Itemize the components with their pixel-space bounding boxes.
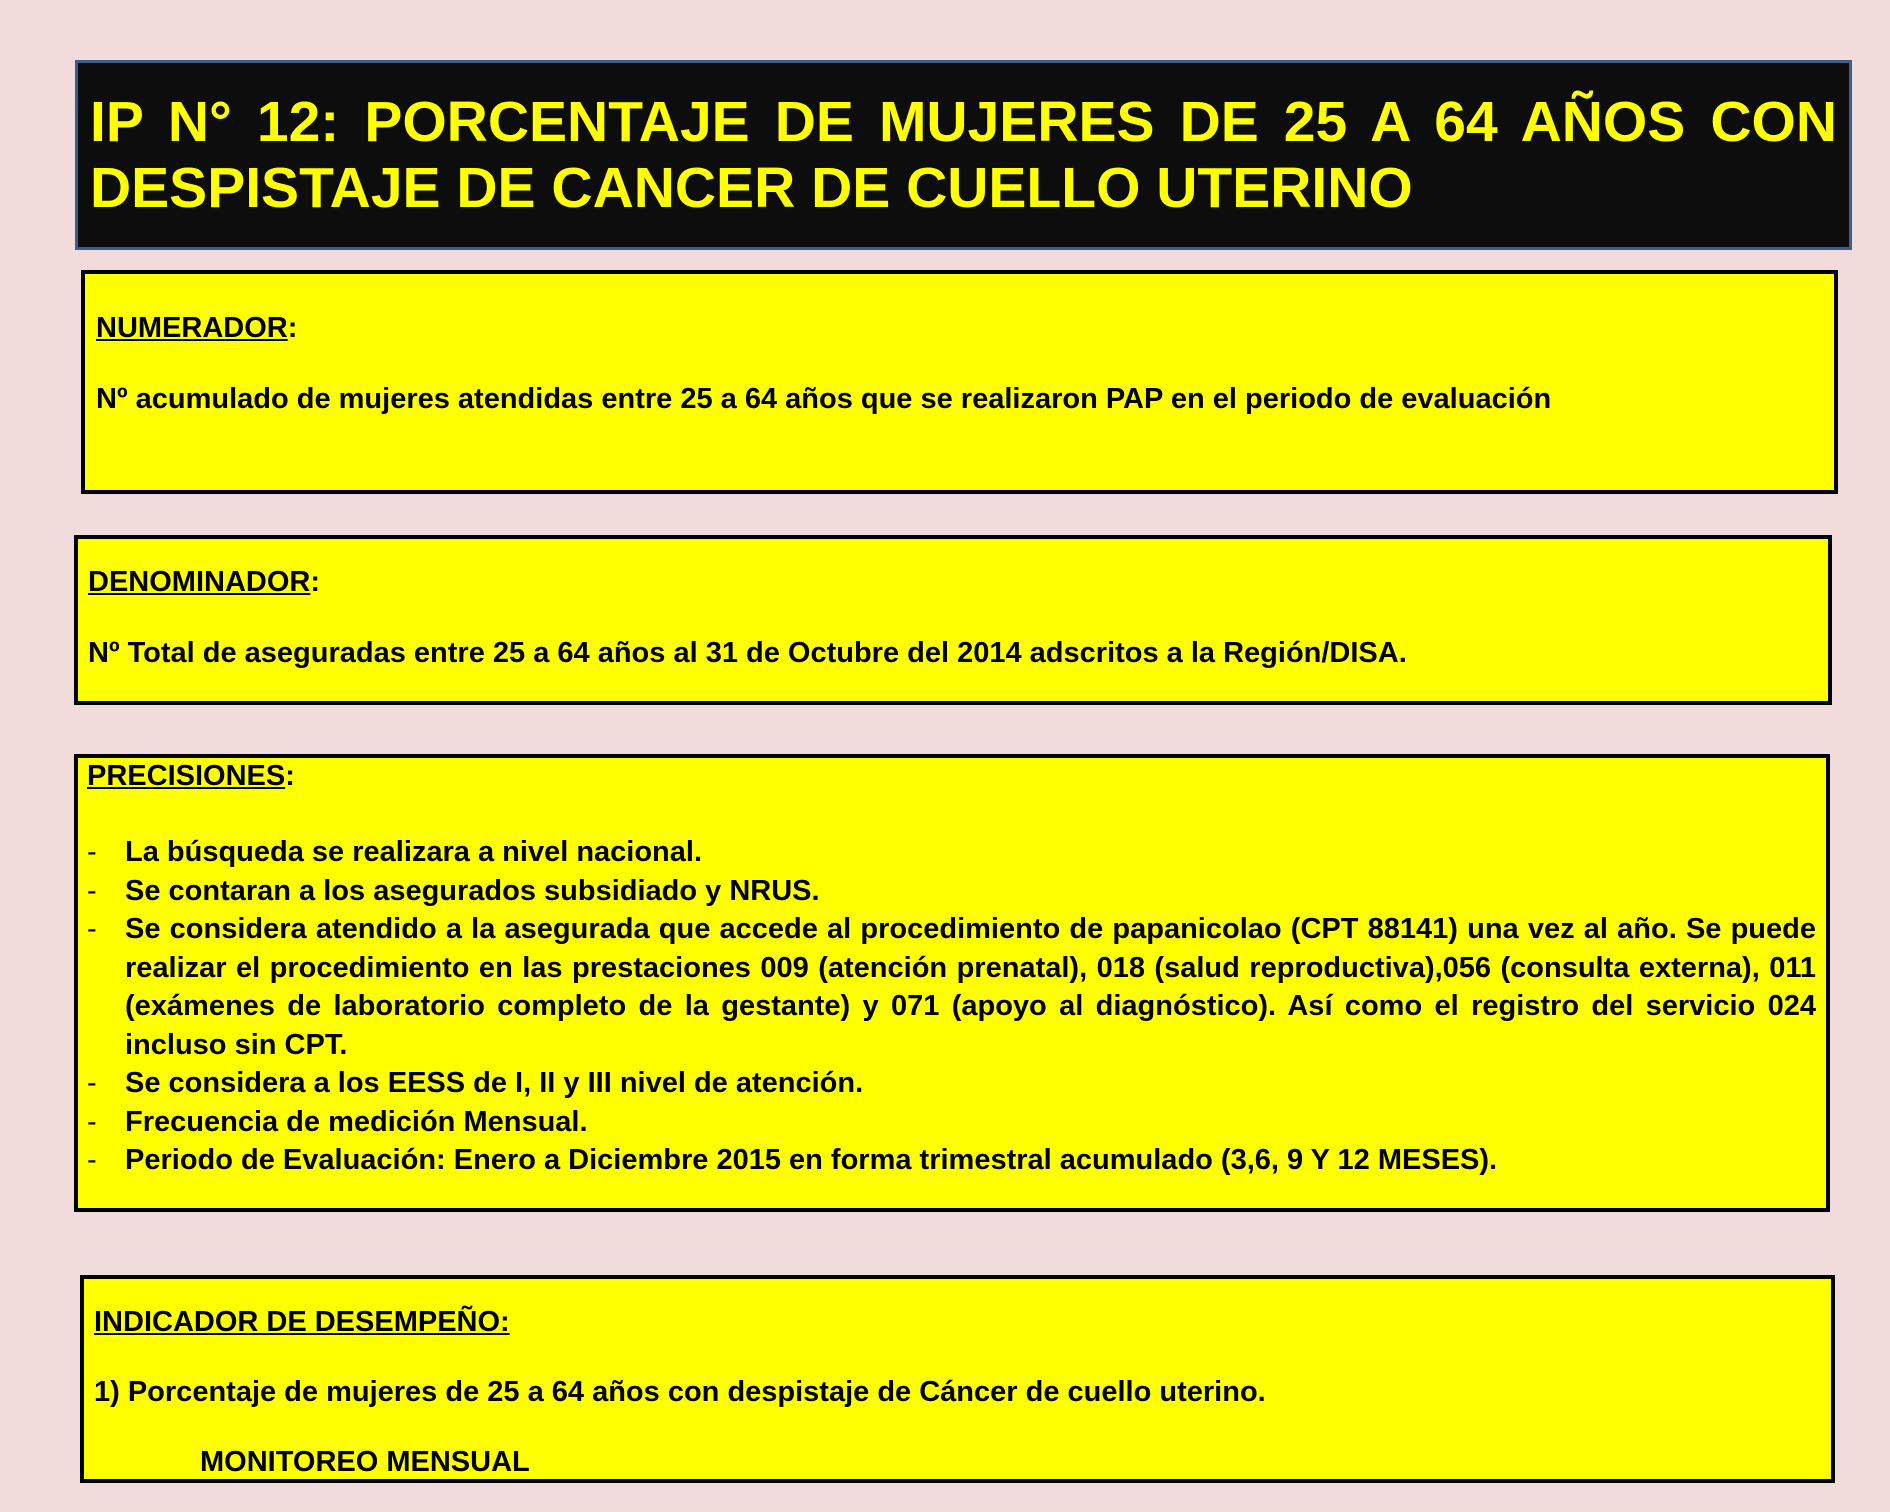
- indicador-heading-label: INDICADOR DE DESEMPEÑO:: [94, 1306, 510, 1338]
- monitoreo-label: MONITOREO MENSUAL: [200, 1446, 530, 1478]
- dash-bullet: -: [87, 1105, 97, 1138]
- precisiones-heading-label: PRECISIONES: [87, 760, 286, 792]
- list-item-text: Se contaran a los asegurados subsidiado y NRUS.: [125, 874, 820, 907]
- indicador-text: 1) Porcentaje de mujeres de 25 a 64 años con despistaje de Cáncer de cuello uterino.: [94, 1376, 1266, 1408]
- numerador-heading-label: NUMERADOR: [96, 312, 288, 344]
- denominador-text: Nº Total de aseguradas entre 25 a 64 años al 31 de Octubre del 2014 adscritos a la Región/DISA.: [88, 637, 1407, 669]
- list-item-text: Periodo de Evaluación: Enero a Diciembre 2015 en forma trimestral acumulado (3,6, 9 Y 12 MESES).: [125, 1144, 1498, 1176]
- list-item-text: Se considera a los EESS de I, II y III nivel de atención.: [125, 1067, 864, 1099]
- title-banner: [75, 60, 1852, 250]
- list-item-text: La búsqueda se realizara a nivel nacional.: [125, 836, 703, 868]
- denominador-heading: DENOMINADOR:: [88, 566, 321, 598]
- denominador-box: [74, 535, 1832, 705]
- precisiones-heading: PRECISIONES:: [87, 760, 295, 792]
- list-item: [87, 1103, 1816, 1142]
- list-item: [87, 833, 1816, 872]
- list-item-text: Se considera atendido a la asegurada que accede al procedimiento de papanicolao (CPT 88141) una vez al año. Se puede realizar el procedimiento en las prestaciones 009 (atención prenatal), 018 (salud reproductiva),056 (consulta externa), 011 (exámenes de laboratorio completo de la gestante) y 071 (apoyo al diagnóstico). Así como el registro del servicio 024 incluso sin CPT.: [125, 913, 1816, 1061]
- list-item-text: Frecuencia de medición Mensual.: [125, 1105, 588, 1138]
- page-title: IP N° 12: PORCENTAJE DE MUJERES DE 25 A 64 AÑOS CON DESPISTAJE DE CANCER DE CUELLO UTERINO: [90, 90, 1837, 220]
- dash-bullet: -: [87, 836, 97, 868]
- list-item: [87, 872, 1816, 911]
- numerador-heading: NUMERADOR:: [96, 312, 298, 344]
- indicador-box: [80, 1275, 1835, 1483]
- list-item: [87, 1064, 1816, 1103]
- dash-bullet: -: [87, 913, 97, 945]
- denominador-heading-label: DENOMINADOR: [88, 566, 311, 598]
- indicador-heading: [94, 1306, 1821, 1339]
- numerador-box: [81, 270, 1838, 494]
- dash-bullet: -: [87, 874, 97, 907]
- list-item: [87, 910, 1816, 1064]
- dash-bullet: -: [87, 1144, 97, 1176]
- numerador-text: Nº acumulado de mujeres atendidas entre 25 a 64 años que se realizaron PAP en el periodo de evaluación: [96, 383, 1552, 415]
- dash-bullet: -: [87, 1067, 97, 1099]
- precisiones-list: [87, 833, 1816, 1180]
- precisiones-box: [74, 754, 1830, 1212]
- list-item: [87, 1141, 1816, 1180]
